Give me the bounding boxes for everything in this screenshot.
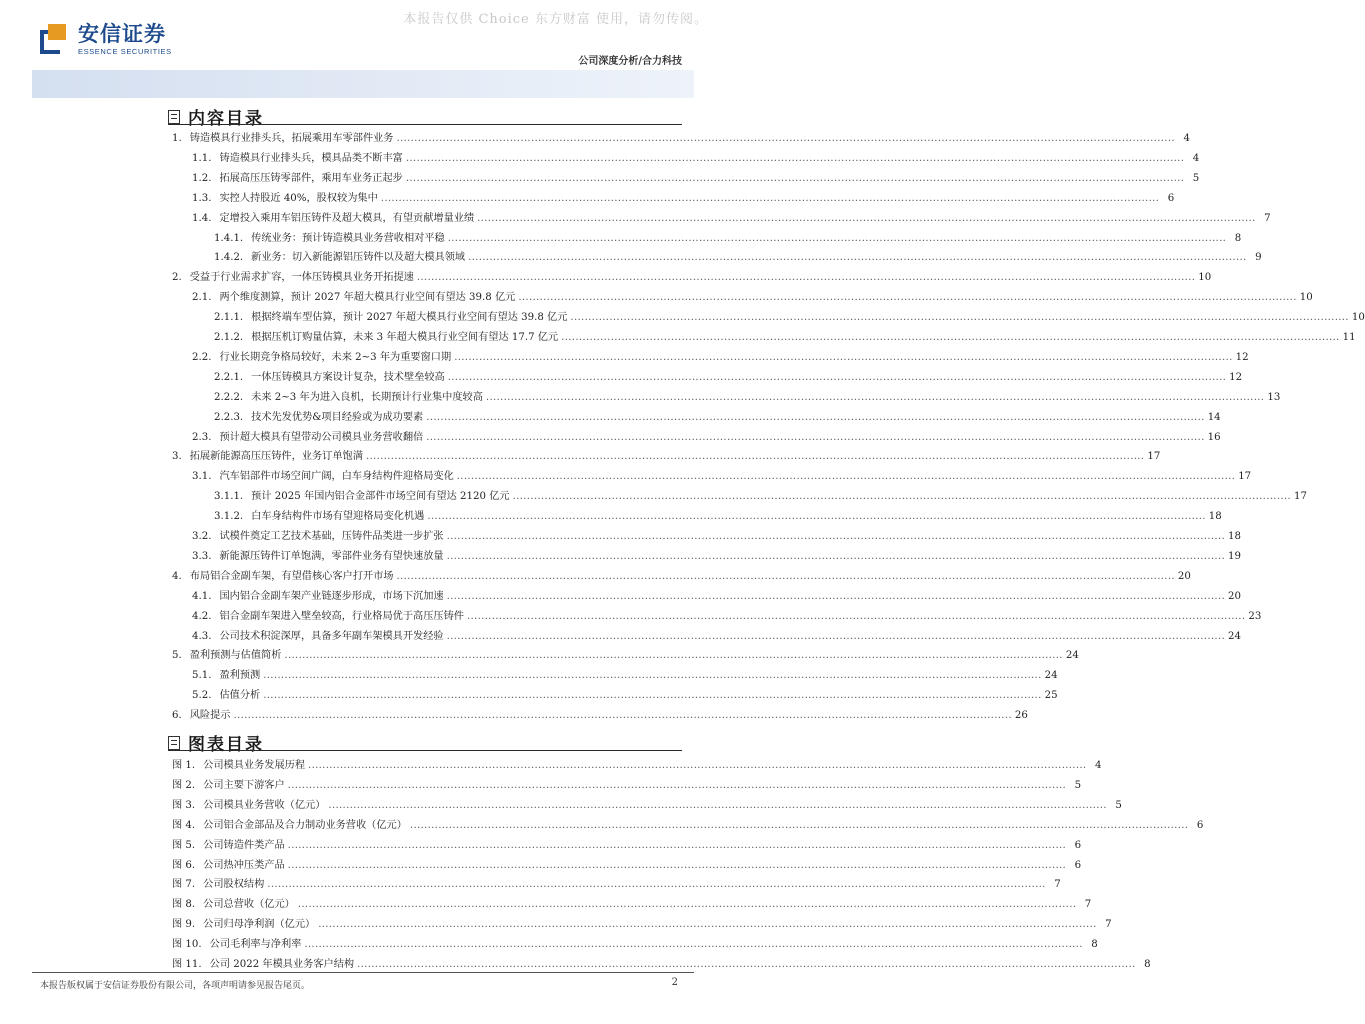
toc-entry-number: 3.1.2. <box>214 511 244 523</box>
toc-entry-page: 7 <box>1054 879 1061 891</box>
toc-entry-label: 预计超大模具有望带动公司模具业务营收翻倍 <box>219 431 424 443</box>
toc-entry-page: 14 <box>1207 411 1221 423</box>
toc-entry-label: 实控人持股近 40%，股权较为集中 <box>219 192 378 204</box>
toc-entry[interactable] <box>192 664 1058 683</box>
toc-leader-dots: ............................................................................................................................................................................................................................ <box>446 550 1226 562</box>
toc-entry-number: 2.2.1. <box>214 371 244 383</box>
toc-leader-dots: ............................................................................................................................................................................................................................ <box>416 272 1196 284</box>
toc-entry-label: 根据压机订购量估算，未来 3 年超大模具行业空间有望达 17.7 亿元 <box>251 332 559 343</box>
toc-entry-page: 20 <box>1228 590 1241 602</box>
figures-heading <box>168 730 264 755</box>
toc-entry-page: 4 <box>1183 133 1190 144</box>
toc-entry-number: 4.3. <box>192 630 212 642</box>
toc-entry-label: 行业长期竞争格局较好，未来 2~3 年为重要窗口期 <box>219 351 452 363</box>
toc-entry-number: 2.2.2. <box>214 391 244 403</box>
toc-entry-label: 公司总营收（亿元） <box>203 899 295 911</box>
toc-entry-number: 图 2. <box>172 779 196 791</box>
toc-entry-number: 2.1.1. <box>214 312 244 324</box>
toc-entry-number: 2. <box>172 272 182 284</box>
toc-entry-page: 6 <box>1196 819 1204 831</box>
toc-entry-label: 两个维度测算，预计 2027 年超大模具行业空间有望达 39.8 亿元 <box>219 292 516 304</box>
toc-entry-page: 4 <box>1192 152 1200 164</box>
toc-entry-label: 国内铝合金副车架产业链逐步形成，市场下沉加速 <box>219 590 444 602</box>
toc-leader-dots: ............................................................................................................................................................................................................................ <box>267 879 1046 891</box>
toc-leader-dots: ............................................................................................................................................................................................................................ <box>233 710 1012 722</box>
toc-entry-number: 6. <box>172 710 182 722</box>
toc-leader-dots: ............................................................................................................................................................................................................................ <box>446 630 1226 642</box>
toc-entry-page: 8 <box>1091 939 1098 951</box>
report-type: 公司深度分析/合力科技 <box>578 56 682 67</box>
toc-leader-dots: ............................................................................................................................................................................................................................ <box>263 670 1042 682</box>
toc-leader-dots: ............................................................................................................................................................................................................................ <box>365 451 1145 463</box>
toc-entry-page: 12 <box>1235 351 1249 363</box>
contents-rule <box>168 124 682 125</box>
toc-leader-dots: ............................................................................................................................................................................................................................ <box>426 431 1205 443</box>
toc-entry-number: 5. <box>172 650 182 662</box>
toc-entry[interactable] <box>192 605 1262 624</box>
toc-leader-dots: ............................................................................................................................................................................................................................ <box>328 799 1107 811</box>
toc-entry-number: 图 7. <box>172 879 196 891</box>
toc-entry-number: 2.1. <box>192 292 212 304</box>
toc-entry-label: 公司毛利率与净利率 <box>209 939 302 951</box>
toc-entry[interactable] <box>214 366 1243 385</box>
toc-entry-label: 公司归母净利润（亿元） <box>203 919 316 931</box>
toc-entry-number: 4.1. <box>192 590 212 602</box>
toc-entry-page: 13 <box>1267 391 1281 403</box>
toc-entry-page: 24 <box>1044 670 1058 682</box>
toc-entry-number: 图 9. <box>172 919 196 931</box>
toc-entry-label: 根据终端车型估算，预计 2027 年超大模具行业空间有望达 39.8 亿元 <box>251 312 568 324</box>
toc-entry[interactable] <box>192 465 1252 484</box>
toc-entry-label: 试模件奠定工艺技术基础，压铸件品类进一步扩张 <box>219 531 444 542</box>
toc-entry[interactable] <box>172 774 1082 793</box>
toc-entry-page: 12 <box>1229 371 1243 383</box>
toc-entry-number: 4.2. <box>192 610 212 622</box>
toc-entry[interactable] <box>172 893 1092 912</box>
toc-leader-dots: ............................................................................................................................................................................................................................ <box>561 332 1340 343</box>
toc-entry-page: 17 <box>1147 451 1161 463</box>
toc-entry-label: 公司模具业务营收（亿元） <box>203 799 326 811</box>
toc-entry-number: 图 5. <box>172 839 196 851</box>
toc-entry-number: 图 4. <box>172 819 196 831</box>
toc-leader-dots: ............................................................................................................................................................................................................................ <box>485 391 1265 403</box>
brand-mark-icon <box>40 22 68 56</box>
toc-entry[interactable] <box>172 127 1190 146</box>
toc-entry-page: 24 <box>1228 630 1241 642</box>
toc-entry-label: 公司热冲压类产品 <box>203 859 285 871</box>
toc-leader-dots: ............................................................................................................................................................................................................................ <box>284 650 1063 662</box>
toc-leader-dots: ............................................................................................................................................................................................................................ <box>297 899 1077 911</box>
toc-entry-label: 公司 2022 年模具业务客户结构 <box>209 959 355 970</box>
toc-leader-dots: ............................................................................................................................................................................................................................ <box>468 252 1247 264</box>
toc-entry-label: 公司股权结构 <box>203 879 265 891</box>
toc-entry-label: 布局铝合金副车架，有望借核心客户打开市场 <box>189 570 394 582</box>
toc-entry-label: 盈利预测与估值简析 <box>189 650 282 662</box>
toc-entry-label: 一体压铸模具方案设计复杂，技术壁垒较高 <box>251 371 445 383</box>
toc-entry-page: 23 <box>1248 610 1262 622</box>
figures-rule <box>168 750 682 751</box>
toc-entry[interactable] <box>214 246 1262 265</box>
toc-entry-label: 白车身结构件市场有望迎格局变化机遇 <box>251 511 425 523</box>
toc-entry[interactable] <box>214 485 1307 504</box>
toc-entry-number: 1.2. <box>192 172 212 184</box>
toc-entry-page: 26 <box>1014 710 1028 722</box>
toc-entry[interactable] <box>172 445 1161 464</box>
contents-heading <box>168 104 264 129</box>
toc-entry-label: 盈利预测 <box>219 670 261 682</box>
toc-leader-dots: ............................................................................................................................................................................................................................ <box>427 511 1206 523</box>
toc-entry-label: 拓展高压压铸零部件，乘用车业务正起步 <box>219 172 403 184</box>
toc-entry-page: 18 <box>1228 531 1241 542</box>
toc-entry-number: 1.1. <box>192 152 212 164</box>
toc-entry-number: 5.2. <box>192 690 212 702</box>
toc-entry[interactable] <box>172 644 1079 663</box>
toc-leader-dots: ............................................................................................................................................................................................................................ <box>518 292 1297 304</box>
toc-leader-dots: ............................................................................................................................................................................................................................ <box>456 471 1236 483</box>
contents-title: 内容目录 <box>188 109 264 129</box>
toc-entry-label: 铝合金副车架进入壁垒较高，行业格局优于高压压铸件 <box>219 610 464 622</box>
toc-leader-dots: ............................................................................................................................................................................................................................ <box>318 919 1097 931</box>
toc-entry-page: 7 <box>1264 212 1271 224</box>
toc-leader-dots: ............................................................................................................................................................................................................................ <box>396 570 1175 582</box>
toc-entry-page: 17 <box>1238 471 1252 483</box>
toc-entry-page: 7 <box>1084 899 1092 911</box>
toc-leader-dots: ............................................................................................................................................................................................................................ <box>405 152 1185 164</box>
toc-entry-number: 1.4.1. <box>214 232 244 244</box>
watermark: 本报告仅供 Choice 东方财富 使用，请勿传阅。 <box>403 12 708 27</box>
toc-leader-dots: ............................................................................................................................................................................................................................ <box>570 312 1349 324</box>
toc-entry-number: 1.4. <box>192 212 212 224</box>
toc-entry[interactable] <box>172 953 1151 972</box>
toc-leader-dots: ............................................................................................................................................................................................................................ <box>477 212 1256 224</box>
toc-entry-number: 图 6. <box>172 859 196 871</box>
toc-leader-dots: ............................................................................................................................................................................................................................ <box>426 411 1205 423</box>
footer-rule <box>32 972 694 973</box>
toc-entry[interactable] <box>214 406 1221 425</box>
toc-entry[interactable] <box>192 625 1241 644</box>
footer-disclaimer: 本报告版权属于安信证券股份有限公司，各项声明请参见报告尾页。 <box>40 981 311 991</box>
toc-entry[interactable] <box>214 386 1281 405</box>
toc-entry-page: 5 <box>1192 172 1200 184</box>
toc-entry[interactable] <box>172 933 1098 952</box>
toc-leader-dots: ............................................................................................................................................................................................................................ <box>396 133 1175 144</box>
toc-entry-number: 1. <box>172 133 182 144</box>
toc-leader-dots: ............................................................................................................................................................................................................................ <box>304 939 1083 951</box>
brand-name-en: ESSENCE SECURITIES <box>78 46 172 56</box>
toc-entry[interactable] <box>172 754 1102 773</box>
toc-entry-label: 传统业务：预计铸造模具业务营收相对平稳 <box>251 232 445 244</box>
document-icon <box>168 110 180 124</box>
toc-entry-page: 18 <box>1208 511 1222 523</box>
toc-entry-label: 拓展新能源高压压铸件，业务订单饱满 <box>189 451 363 463</box>
toc-leader-dots: ............................................................................................................................................................................................................................ <box>287 839 1067 851</box>
toc-leader-dots: ............................................................................................................................................................................................................................ <box>409 819 1189 831</box>
toc-entry-number: 3.2. <box>192 531 212 542</box>
toc-entry-label: 风险提示 <box>189 710 231 722</box>
toc-leader-dots: ............................................................................................................................................................................................................................ <box>446 531 1226 542</box>
toc-leader-dots: ............................................................................................................................................................................................................................ <box>454 351 1233 363</box>
toc-entry[interactable] <box>192 426 1221 445</box>
toc-entry-page: 8 <box>1234 232 1242 244</box>
toc-entry-label: 公司铝合金部品及合力制动业务营收（亿元） <box>203 819 407 831</box>
toc-entry-number: 1.3. <box>192 192 212 204</box>
toc-entry-number: 2.2.3. <box>214 411 244 423</box>
toc-entry[interactable] <box>172 794 1122 813</box>
document-icon <box>168 736 180 750</box>
toc-entry-label: 公司模具业务发展历程 <box>203 760 306 771</box>
toc-entry-label: 估值分析 <box>219 690 261 702</box>
toc-entry[interactable] <box>192 286 1313 305</box>
toc-entry-page: 5 <box>1074 779 1082 791</box>
toc-entry[interactable] <box>192 147 1200 166</box>
brand-name-cn: 安信证券 <box>78 21 166 46</box>
toc-entry-label: 技术先发优势&项目经验或为成功要素 <box>251 411 424 423</box>
toc-entry-page: 5 <box>1115 799 1122 811</box>
toc-entry-page: 10 <box>1351 312 1365 324</box>
toc-leader-dots: ............................................................................................................................................................................................................................ <box>357 959 1136 970</box>
toc-entry-label: 铸造模具行业排头兵，拓展乘用车零部件业务 <box>189 133 394 144</box>
toc-entry-number: 图 11. <box>172 959 202 970</box>
toc-entry-page: 6 <box>1074 839 1082 851</box>
toc-entry[interactable] <box>214 505 1222 524</box>
page-number: 2 <box>671 977 678 988</box>
toc-entry-number: 图 1. <box>172 760 196 771</box>
toc-entry-page: 9 <box>1255 252 1262 264</box>
toc-entry-number: 2.1.2. <box>214 332 244 343</box>
header-band <box>32 70 694 98</box>
toc-leader-dots: ............................................................................................................................................................................................................................ <box>447 232 1227 244</box>
toc-entry[interactable] <box>172 266 1212 285</box>
toc-entry-page: 16 <box>1207 431 1221 443</box>
toc-entry[interactable] <box>172 814 1204 833</box>
toc-entry-label: 定增投入乘用车铝压铸件及超大模具，有望贡献增量业绩 <box>219 212 475 224</box>
toc-entry[interactable] <box>192 545 1241 564</box>
toc-leader-dots: ............................................................................................................................................................................................................................ <box>263 690 1042 702</box>
toc-entry-page: 7 <box>1105 919 1112 931</box>
toc-entry-page: 10 <box>1299 292 1313 304</box>
toc-entry[interactable] <box>192 525 1241 544</box>
toc-entry-page: 11 <box>1342 332 1356 343</box>
toc-entry-number: 1.4.2. <box>214 252 244 264</box>
toc-entry-label: 公司技术积淀深厚，具备多年副车架模具开发经验 <box>219 630 444 642</box>
toc-entry[interactable] <box>172 565 1191 584</box>
toc-entry[interactable] <box>214 306 1365 325</box>
toc-entry-label: 新业务：切入新能源铝压铸件以及超大模具领域 <box>251 252 466 264</box>
brand-logo <box>40 22 172 56</box>
toc-entry[interactable] <box>172 834 1082 853</box>
toc-entry-label: 公司铸造件类产品 <box>203 839 285 851</box>
toc-entry-label: 铸造模具行业排头兵，模具品类不断丰富 <box>219 152 403 164</box>
toc-entry-number: 3.1. <box>192 471 212 483</box>
toc-entry[interactable] <box>214 227 1242 246</box>
toc-entry-label: 公司主要下游客户 <box>203 779 285 791</box>
toc-leader-dots: ............................................................................................................................................................................................................................ <box>287 859 1067 871</box>
toc-entry-page: 20 <box>1177 570 1191 582</box>
toc-entry-number: 3.1.1. <box>214 491 244 503</box>
toc-entry[interactable] <box>192 346 1249 365</box>
figures-title: 图表目录 <box>188 735 264 755</box>
toc-leader-dots: ............................................................................................................................................................................................................................ <box>512 491 1291 503</box>
toc-entry-page: 6 <box>1167 192 1175 204</box>
toc-entry-label: 未来 2~3 年为进入良机，长期预计行业集中度较高 <box>251 391 483 403</box>
toc-entry-page: 4 <box>1094 760 1102 771</box>
toc-entry-number: 图 8. <box>172 899 196 911</box>
toc-entry-number: 图 10. <box>172 939 202 951</box>
toc-entry-page: 8 <box>1144 959 1151 970</box>
toc-leader-dots: ............................................................................................................................................................................................................................ <box>466 610 1246 622</box>
toc-entry[interactable] <box>192 585 1241 604</box>
toc-entry-number: 图 3. <box>172 799 196 811</box>
toc-entry-number: 2.2. <box>192 351 212 363</box>
toc-entry-page: 6 <box>1074 859 1082 871</box>
toc-entry-page: 25 <box>1044 690 1058 702</box>
toc-entry-page: 19 <box>1228 550 1241 562</box>
toc-entry[interactable] <box>172 854 1082 873</box>
toc-entry-page: 24 <box>1065 650 1079 662</box>
toc-entry[interactable] <box>192 167 1200 186</box>
toc-entry[interactable] <box>192 187 1175 206</box>
toc-entry[interactable] <box>172 913 1112 932</box>
toc-entry-label: 新能源压铸件订单饱满，零部件业务有望快速放量 <box>219 550 444 562</box>
toc-leader-dots: ............................................................................................................................................................................................................................ <box>405 172 1185 184</box>
toc-entry[interactable] <box>192 207 1271 226</box>
toc-entry[interactable] <box>172 704 1028 723</box>
toc-entry-number: 3.3. <box>192 550 212 562</box>
toc-leader-dots: ............................................................................................................................................................................................................................ <box>447 371 1227 383</box>
toc-entry-number: 3. <box>172 451 182 463</box>
toc-leader-dots: ............................................................................................................................................................................................................................ <box>380 192 1160 204</box>
toc-leader-dots: ............................................................................................................................................................................................................................ <box>446 590 1226 602</box>
toc-entry-number: 2.3. <box>192 431 212 443</box>
toc-entry-page: 17 <box>1293 491 1307 503</box>
toc-leader-dots: ............................................................................................................................................................................................................................ <box>287 779 1067 791</box>
toc-leader-dots: ............................................................................................................................................................................................................................ <box>308 760 1087 771</box>
toc-entry[interactable] <box>214 326 1356 345</box>
toc-entry-label: 预计 2025 年国内铝合金部件市场空间有望达 2120 亿元 <box>251 491 510 503</box>
toc-entry-number: 4. <box>172 570 182 582</box>
toc-entry-label: 汽车铝部件市场空间广阔，白车身结构件迎格局变化 <box>219 471 454 483</box>
toc-entry[interactable] <box>192 684 1058 703</box>
toc-entry[interactable] <box>172 873 1061 892</box>
toc-entry-page: 10 <box>1198 272 1212 284</box>
toc-entry-label: 受益于行业需求扩容，一体压铸模具业务开拓提速 <box>189 272 414 284</box>
toc-entry-number: 5.1. <box>192 670 212 682</box>
